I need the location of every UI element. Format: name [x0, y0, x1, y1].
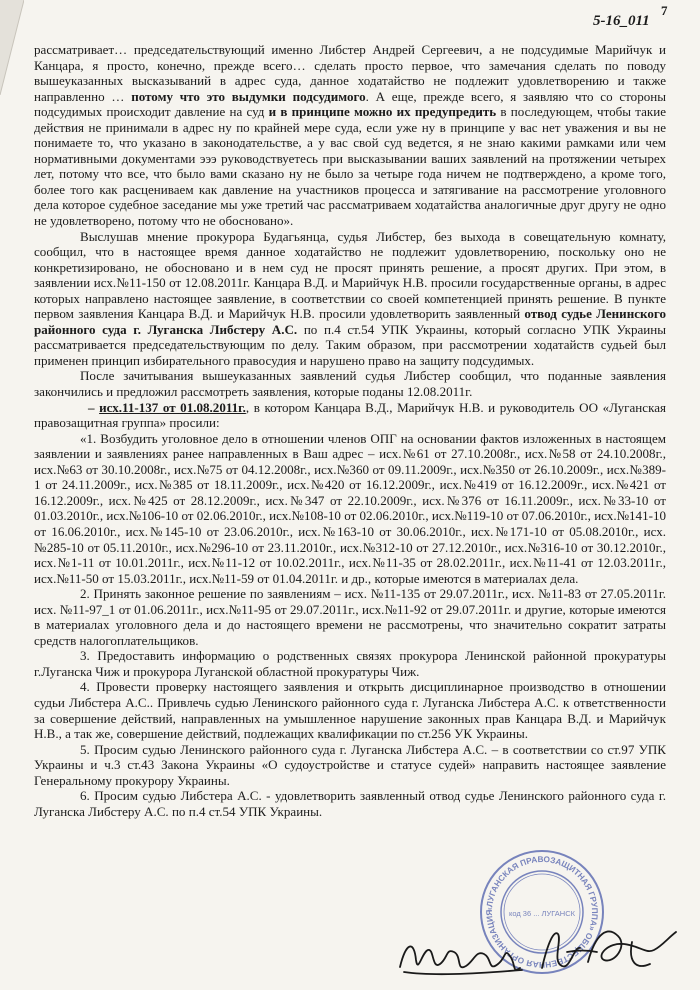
document-body — [34, 42, 666, 819]
text-run: по п.4 ст.54 УПК Украины, который согласно УПК Украины рассматривается председательствующим по делу. Таким образом, при рассмотрении ходатайств судьей был применен принцип избирательного правосудия и нарушено право на защиту подсудимых. — [34, 321, 666, 368]
dash: – — [88, 399, 100, 415]
text-run: , в котором Канцара В.Д., Марийчук Н.В. и руководитель ОО «Луганская правозащитная группа» просили: — [34, 399, 667, 431]
list-item-5: 5. Просим судью Ленинского районного суда г. Луганска Либстера А.С. – в соответствии со ст.97 УПК Украины и ч.3 ст.43 Закона Украины «О судоустройстве и статусе судей» направить настоящее заявление Генеральному прокурору Украины. — [34, 741, 666, 788]
reference-number: исх.11-137 от 01.08.2011г. — [99, 399, 246, 415]
paragraph-prosecutor-quote — [34, 42, 666, 229]
bold-phrase: отвод судье Ленинского районного суда г. Луганска Либстеру А.С. — [34, 306, 666, 337]
list-item-1: «1. Возбудить уголовное дело в отношении членов ОПГ на основании фактов изложенных в настоящем заявлении и заявлениях ранее направленных в Ваш адрес – исх.№61 от 27.10.2008г., исх.№58 от 24.10.2008г., исх.№63 от 30.10.2008г., исх.№75 от 04.12.2008г., исх.№360 от 09.11.2009г., исх.№350 от 26.10.2009г., исх.№389-1 от 24.11.2009г., исх.№385 от 18.11.2009г., исх.№420 от 16.12.2009г., исх.№419 от 16.12.2009г., исх.№421 от 16.12.2009г., исх.№425 от 28.12.2009г., исх.№347 от 22.10.2009г., исх.№376 от 16.11.2009г., исх.№33-10 от 01.03.2010г., исх.№106-10 от 02.06.2010г., исх.№108-10 от 02.06.2010г., исх.№119-10 от 07.06.2010г., исх.№141-10 от 16.06.2010г., исх.№145-10 от 23.06.2010г., исх.№163-10 от 30.06.2010г., исх.№171-10 от 05.08.2010г., исх.№285-10 от 05.11.2010г., исх.№296-10 от 23.11.2010г., исх.№312-10 от 27.12.2010г., исх.№316-10 от 30.12.2010г., исх.№1-11 от 10.01.2011г., исх.№11-12 от 10.02.2011г., исх.№11-35 от 28.02.2011г., исх.№11-41 от 12.03.2011г., исх.№11-50 от 15.03.2011г., исх.№11-59 от 01.04.2011г. и др., которые имеются в материалах дела. — [34, 430, 666, 586]
text-run: рассматривает… председательствующий именно Либстер Андрей Сергеевич, а не подсудимые Марийчук и Канцара, я просто, конечно, прежде всего… сделать просто первое, что замечания сделать по поводу вышеуказанных высказываний в адрес суда, данное ходатайство не подлежит удовлетворению и также направленно … — [34, 42, 666, 104]
list-item-4: 4. Провести проверку настоящего заявления и открыть дисциплинарное производство в отношении судьи Либстера А.С.. Привлечь судью Ленинского районного суда г. Луганска Либстера А.С. к ответственности за совершение действий, направленных на умышленное нарушение законных прав Канцара В.Д. и Марийчук Н.В., а так же, совершение действий, подлежащих квалификации по ст.256 УК Украины. — [34, 679, 666, 742]
bold-phrase: потому что это выдумки подсудимого — [131, 88, 366, 104]
paragraph-statements-finished: После зачитывания вышеуказанных заявлений судья Либстер сообщил, что поданные заявления закончились и предложил рассмотреть заявления, которые поданы 12.08.2011г. — [34, 368, 666, 400]
list-item-6: 6. Просим судью Либстера А.С. - удовлетворить заявленный отвод судье Ленинского районного суда г. Луганска Либстеру А.С. по п.4 ст.54 УПК Украины. — [34, 788, 666, 819]
text-run: . А еще, прежде всего, я заявляю что со стороны подсудимых происходит давление на суд — [34, 88, 666, 120]
list-item-3: 3. Предоставить информацию о родственных связях прокурора Ленинской районной прокуратуры г.Луганска Чиж и прокурора Луганской областной прокуратуры Чиж. — [34, 648, 666, 679]
page-number: 7 — [661, 3, 668, 18]
text-run: в последующем, чтобы такие действия не принимали в адрес ну по крайней мере суда, если уже ну в принципе у вас нет уважения и вы не понимаете то, что указано в законодательстве, а у вас свой суд ведется, я не знаю какими рамками или чем нормативными документами эээ руководствуетесь при высказывании ваших заявлений на протяжении четырех лет, потому что все, что было вами сказано ну не было за четыре года ничем не подтверждено, а кроме того, более того как расцениваем как давление на участников процесса и затягивание на рассмотрение уголовного дела которое судебное заседание мы уже третий час рассматриваем ходатайства аналогичные друг другу не одно не удовлетворено, потому что не обосновано». — [34, 104, 666, 229]
bold-phrase: и в принципе можно их предупредить — [268, 104, 497, 120]
list-item-2: 2. Принять законное решение по заявлениям – исх. №11-135 от 29.07.2011г., исх. №11-83 от 27.05.2011г. исх. №11-97_1 от 01.06.2011г., исх.№11-95 от 29.07.2011г., исх.№11-92 от 29.07.2011г. и другие, которые имеются в материалах уголовного дела и до настоящего времени не рассмотрены, что значительно сократит затраты средств налогоплательщиков. — [34, 586, 666, 648]
page-corner-fold — [0, 0, 24, 95]
text-run: Выслушав мнение прокурора Будагьянца, судья Либстер, без выхода в совещательную комнату, сообщил, что в настоящее время данное ходатайство не подлежит удовлетворению, поскольку оно не конкретизировано, не обосновано и в нем суд не просят принять решение, а просят других. При этом, в заявлении исх.№11-150 от 12.08.2011г. Канцара В.Д. и Марийчук Н.В. просили государственные органы, в адрес которых направлено настоящее заявление, в соответствии со своей компетенцией принять решение. В пункте первом заявления Канцара В.Д. и Марийчук Н.В. просили удовлетворить заявленный — [34, 228, 666, 322]
stamp-center-text: код 36 ... ЛУГАНСК — [508, 909, 576, 918]
paragraph-judge-decision — [34, 229, 666, 369]
stamp-ring-text: «ЛУГАНСКАЯ ПРАВОЗАЩИТНАЯ ГРУППА» ОБЩЕСТВЕННАЯ ОРГАНИЗАЦИЯ — [483, 853, 601, 971]
document-code: 5-16_011 — [593, 13, 650, 29]
paragraph-reference — [34, 400, 666, 431]
handwritten-signature — [392, 912, 682, 990]
